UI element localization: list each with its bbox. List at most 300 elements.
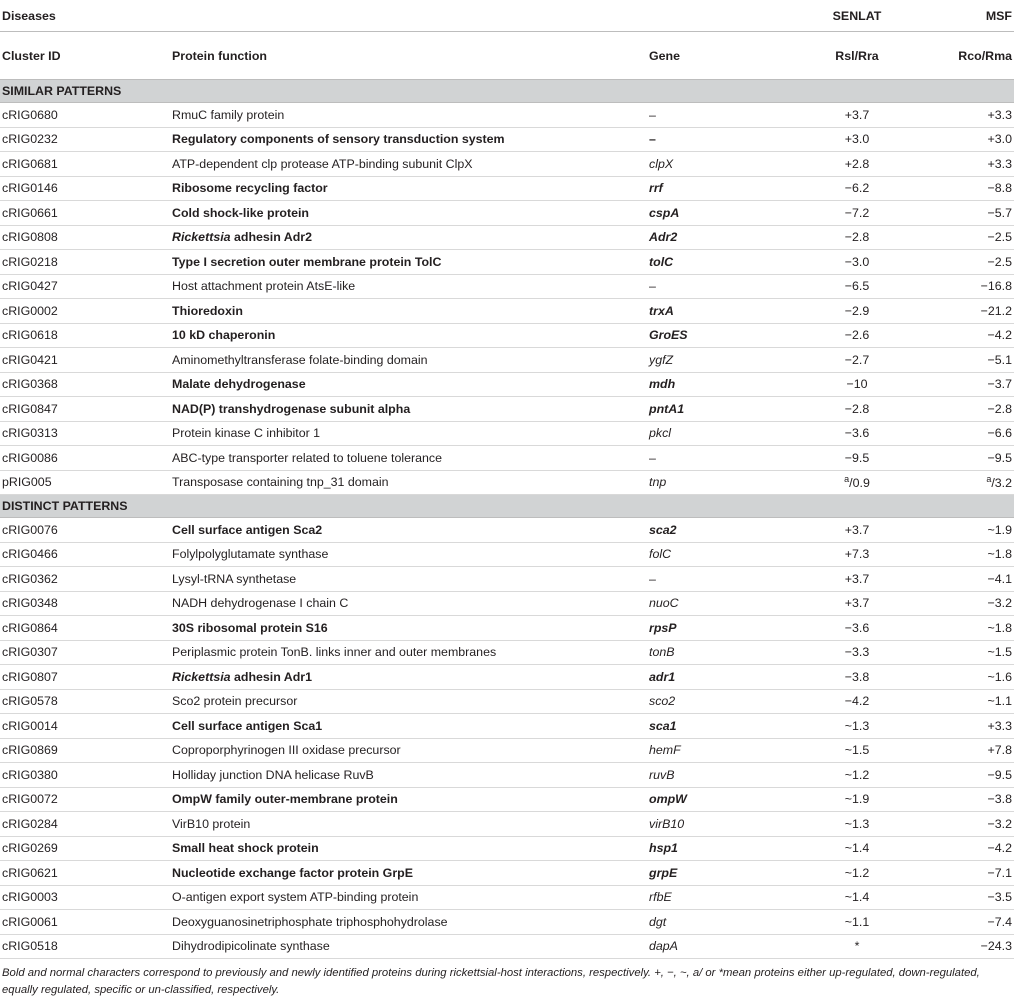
- protein-function-cell: [170, 738, 647, 763]
- cluster-id-header: Cluster ID: [0, 32, 170, 80]
- senlat-value: −3.0: [844, 254, 870, 269]
- table-row: [0, 348, 1014, 373]
- msf-value-cell: [932, 910, 1014, 935]
- protein-function-text: NADH dehydrogenase I chain C: [172, 596, 349, 611]
- protein-function-cell: [170, 665, 647, 690]
- protein-function-cell: [170, 274, 647, 299]
- table-row: [0, 640, 1014, 665]
- protein-function-text: Folylpolyglutamate synthase: [172, 547, 329, 562]
- msf-value-cell: [932, 250, 1014, 275]
- cluster-id-cell: cRIG0269: [0, 836, 170, 861]
- msf-value-cell: [932, 689, 1014, 714]
- protein-function-text: 30S ribosomal protein S16: [172, 620, 328, 635]
- gene-cell: hemF: [647, 738, 782, 763]
- senlat-value-cell: [782, 274, 932, 299]
- msf-value: −4.2: [987, 328, 1012, 343]
- senlat-value: ~1.1: [844, 914, 870, 929]
- cluster-id-cell: cRIG0518: [0, 934, 170, 959]
- senlat-value-cell: [782, 348, 932, 373]
- senlat-value-cell: [782, 518, 932, 543]
- gene-cell: ruvB: [647, 763, 782, 788]
- senlat-value: +2.8: [844, 156, 870, 171]
- cluster-id-cell: cRIG0313: [0, 421, 170, 446]
- msf-value: −5.1: [987, 352, 1012, 367]
- senlat-value-cell: [782, 714, 932, 739]
- msf-value-cell: [932, 274, 1014, 299]
- protein-function-text: Regulatory components of sensory transduction system: [172, 132, 505, 147]
- protein-function-text: NAD(P) transhydrogenase subunit alpha: [172, 401, 411, 416]
- cluster-id-cell: cRIG0427: [0, 274, 170, 299]
- msf-value-cell: [932, 616, 1014, 641]
- header-row-diseases: [0, 0, 1014, 32]
- senlat-value-cell: [782, 201, 932, 226]
- protein-function-cell: [170, 836, 647, 861]
- protein-function-text: Aminomethyltransferase folate-binding domain: [172, 352, 428, 367]
- table-row: [0, 934, 1014, 959]
- senlat-value-cell: [782, 542, 932, 567]
- gene-cell: pkcl: [647, 421, 782, 446]
- protein-function-text: VirB10 protein: [172, 816, 251, 831]
- senlat-value: +3.7: [844, 522, 870, 537]
- senlat-value: ~1.4: [844, 841, 870, 856]
- msf-value: +3.3: [987, 718, 1012, 733]
- gene-header: Gene: [647, 32, 782, 80]
- section-header: [0, 495, 1014, 518]
- msf-value: −4.2: [987, 841, 1012, 856]
- msf-value-cell: [932, 299, 1014, 324]
- genus-name: Rickettsia: [172, 230, 231, 245]
- msf-value-cell: [932, 885, 1014, 910]
- senlat-value-cell: [782, 127, 932, 152]
- protein-function-cell: [170, 542, 647, 567]
- cluster-id-cell: cRIG0307: [0, 640, 170, 665]
- senlat-value-cell: [782, 763, 932, 788]
- gene-cell: sca2: [647, 518, 782, 543]
- protein-function-text: 10 kD chaperonin: [172, 328, 276, 343]
- protein-function-text: Type I secretion outer membrane protein TolC: [172, 254, 442, 269]
- protein-function-cell: [170, 446, 647, 471]
- senlat-value: −2.6: [844, 328, 870, 343]
- cluster-id-cell: cRIG0368: [0, 372, 170, 397]
- msf-value-cell: [932, 640, 1014, 665]
- protein-function-cell: [170, 299, 647, 324]
- protein-function-text: Deoxyguanosinetriphosphate triphosphohydrolase: [172, 914, 448, 929]
- gene-cell: dgt: [647, 910, 782, 935]
- table-row: [0, 689, 1014, 714]
- msf-value: −5.7: [987, 205, 1012, 220]
- gene-cell: tnp: [647, 470, 782, 495]
- senlat-value: −9.5: [844, 450, 870, 465]
- table-row: [0, 714, 1014, 739]
- gene-cell: –: [647, 274, 782, 299]
- msf-value: +3.0: [987, 132, 1012, 147]
- senlat-value: −3.6: [844, 426, 870, 441]
- table-row: [0, 470, 1014, 495]
- senlat-value-cell: [782, 225, 932, 250]
- protein-function-text: Lysyl-tRNA synthetase: [172, 571, 297, 586]
- gene-cell: hsp1: [647, 836, 782, 861]
- senlat-value-cell: [782, 812, 932, 837]
- msf-value: −2.5: [987, 254, 1012, 269]
- msf-value: −16.8: [980, 279, 1012, 294]
- msf-value-cell: [932, 763, 1014, 788]
- table-row: [0, 201, 1014, 226]
- msf-value-cell: [932, 665, 1014, 690]
- msf-value: −3.5: [987, 890, 1012, 905]
- senlat-value: −6.2: [844, 181, 870, 196]
- msf-value: −2.8: [987, 401, 1012, 416]
- msf-value-cell: [932, 542, 1014, 567]
- protein-function-cell: [170, 616, 647, 641]
- msf-value: −21.2: [980, 303, 1012, 318]
- protein-function-cell: [170, 934, 647, 959]
- msf-value: −3.8: [987, 792, 1012, 807]
- cluster-id-cell: cRIG0869: [0, 738, 170, 763]
- section-title: DISTINCT PATTERNS: [0, 495, 1014, 518]
- senlat-value-cell: [782, 591, 932, 616]
- msf-value: −3.7: [987, 377, 1012, 392]
- msf-value-cell: [932, 348, 1014, 373]
- cluster-id-cell: cRIG0680: [0, 103, 170, 128]
- protein-function-cell: [170, 714, 647, 739]
- gene-cell: tonB: [647, 640, 782, 665]
- rco-rma-header: Rco/Rma: [932, 32, 1014, 80]
- protein-function-text: Host attachment protein AtsE-like: [172, 279, 356, 294]
- senlat-value-cell: [782, 152, 932, 177]
- msf-value-cell: [932, 421, 1014, 446]
- msf-value-cell: [932, 127, 1014, 152]
- protein-function-cell: [170, 323, 647, 348]
- msf-value-cell: [932, 787, 1014, 812]
- table-row: [0, 885, 1014, 910]
- senlat-value: −3.6: [844, 620, 870, 635]
- section-title: SIMILAR PATTERNS: [0, 80, 1014, 103]
- footnote-marker: a: [844, 474, 850, 485]
- gene-cell: cspA: [647, 201, 782, 226]
- senlat-value-cell: [782, 738, 932, 763]
- protein-function-cell: [170, 372, 647, 397]
- table-row: [0, 787, 1014, 812]
- msf-value-cell: [932, 836, 1014, 861]
- gene-cell: rpsP: [647, 616, 782, 641]
- senlat-value: ~1.4: [844, 890, 870, 905]
- protein-function-text: Coproporphyrinogen III oxidase precursor: [172, 743, 401, 758]
- table-row: [0, 225, 1014, 250]
- table-body: [0, 80, 1014, 959]
- protein-function-text: Sco2 protein precursor: [172, 694, 298, 709]
- cluster-id-cell: cRIG0807: [0, 665, 170, 690]
- senlat-value-cell: [782, 103, 932, 128]
- protein-function-cell: [170, 763, 647, 788]
- protein-function-text: Thioredoxin: [172, 303, 243, 318]
- msf-value-cell: [932, 812, 1014, 837]
- msf-value-cell: [932, 372, 1014, 397]
- senlat-value: ~1.2: [844, 767, 870, 782]
- gene-cell: tolC: [647, 250, 782, 275]
- senlat-value-cell: [782, 470, 932, 495]
- senlat-value-cell: [782, 299, 932, 324]
- protein-function-text: Ribosome recycling factor: [172, 181, 328, 196]
- header-row-columns: [0, 32, 1014, 80]
- cluster-id-cell: cRIG0003: [0, 885, 170, 910]
- gene-cell: dapA: [647, 934, 782, 959]
- senlat-value-cell: [782, 934, 932, 959]
- gene-cell: rrf: [647, 176, 782, 201]
- table-row: [0, 861, 1014, 886]
- protein-function-cell: [170, 812, 647, 837]
- protein-function-text: Nucleotide exchange factor protein GrpE: [172, 865, 413, 880]
- protein-function-text: Cell surface antigen Sca1: [172, 718, 323, 733]
- footnote-text: Bold and normal characters correspond to previously and newly identified proteins during rickettsial-host interactions, respectively. +, −, ~, a/ or *mean proteins either up-regulated, down-regulated, equally regulated, specific or un-classified, respectively.: [2, 967, 980, 996]
- senlat-value-cell: [782, 665, 932, 690]
- cluster-id-cell: cRIG0362: [0, 567, 170, 592]
- senlat-value-cell: [782, 372, 932, 397]
- table-footnote: [0, 959, 1014, 999]
- cluster-id-cell: cRIG0578: [0, 689, 170, 714]
- protein-function-text: Protein kinase C inhibitor 1: [172, 426, 321, 441]
- gene-cell: nuoC: [647, 591, 782, 616]
- gene-cell: folC: [647, 542, 782, 567]
- protein-function-text: O-antigen export system ATP-binding protein: [172, 890, 419, 905]
- cluster-id-cell: cRIG0618: [0, 323, 170, 348]
- senlat-value-cell: [782, 567, 932, 592]
- msf-value: +3.3: [987, 107, 1012, 122]
- senlat-value-cell: [782, 421, 932, 446]
- msf-value: −9.5: [987, 450, 1012, 465]
- msf-value-cell: [932, 591, 1014, 616]
- senlat-value: +3.7: [844, 596, 870, 611]
- protein-function-cell: [170, 910, 647, 935]
- msf-value-cell: [932, 176, 1014, 201]
- msf-value: −6.6: [987, 426, 1012, 441]
- cluster-id-cell: pRIG005: [0, 470, 170, 495]
- senlat-value: +3.7: [844, 107, 870, 122]
- table-row: [0, 152, 1014, 177]
- cluster-id-cell: cRIG0466: [0, 542, 170, 567]
- protein-function-text: OmpW family outer-membrane protein: [172, 792, 398, 807]
- table-row: [0, 567, 1014, 592]
- gene-cell: sca1: [647, 714, 782, 739]
- table-row: [0, 763, 1014, 788]
- protein-function-cell: [170, 861, 647, 886]
- senlat-value-cell: [782, 640, 932, 665]
- protein-function-text: adhesin Adr1: [230, 669, 313, 684]
- rsl-rra-header: Rsl/Rra: [782, 32, 932, 80]
- gene-cell: sco2: [647, 689, 782, 714]
- senlat-value: −3.8: [844, 669, 870, 684]
- msf-value-cell: [932, 201, 1014, 226]
- msf-value: ~1.8: [987, 620, 1012, 635]
- senlat-value: −2.8: [844, 401, 870, 416]
- protein-function-text: RmuC family protein: [172, 107, 285, 122]
- senlat-value: /0.9: [849, 476, 870, 491]
- protein-function-text: Holliday junction DNA helicase RuvB: [172, 767, 374, 782]
- senlat-value: −7.2: [844, 205, 870, 220]
- table-row: [0, 518, 1014, 543]
- msf-value: −3.2: [987, 596, 1012, 611]
- senlat-value-cell: [782, 176, 932, 201]
- senlat-value-cell: [782, 323, 932, 348]
- protein-function-cell: [170, 250, 647, 275]
- table-row: [0, 591, 1014, 616]
- protein-function-cell: [170, 421, 647, 446]
- protein-function-cell: [170, 201, 647, 226]
- cluster-id-cell: cRIG0864: [0, 616, 170, 641]
- cluster-id-cell: cRIG0146: [0, 176, 170, 201]
- senlat-value-cell: [782, 836, 932, 861]
- msf-value: ~1.9: [987, 522, 1012, 537]
- senlat-value-cell: [782, 616, 932, 641]
- section-header: [0, 80, 1014, 103]
- senlat-value: −2.8: [844, 230, 870, 245]
- msf-value: ~1.8: [987, 547, 1012, 562]
- msf-value: −7.1: [987, 865, 1012, 880]
- senlat-value: −2.9: [844, 303, 870, 318]
- gene-cell: –: [647, 446, 782, 471]
- gene-cell: ompW: [647, 787, 782, 812]
- table-row: [0, 421, 1014, 446]
- senlat-value: *: [854, 939, 860, 954]
- senlat-value: +3.7: [844, 571, 870, 586]
- senlat-value-cell: [782, 885, 932, 910]
- cluster-id-cell: cRIG0380: [0, 763, 170, 788]
- gene-cell: –: [647, 567, 782, 592]
- cluster-id-cell: cRIG0808: [0, 225, 170, 250]
- senlat-value: −3.3: [844, 645, 870, 660]
- cluster-id-cell: cRIG0284: [0, 812, 170, 837]
- senlat-header: SENLAT: [782, 0, 932, 32]
- gene-cell: trxA: [647, 299, 782, 324]
- senlat-value-cell: [782, 689, 932, 714]
- diseases-label: Diseases: [0, 0, 170, 32]
- cluster-id-cell: cRIG0681: [0, 152, 170, 177]
- table-row: [0, 299, 1014, 324]
- msf-value-cell: [932, 934, 1014, 959]
- gene-cell: –: [647, 127, 782, 152]
- table-row: [0, 616, 1014, 641]
- msf-value: −9.5: [987, 767, 1012, 782]
- gene-cell: ygfZ: [647, 348, 782, 373]
- protein-function-header: Protein function: [170, 32, 647, 80]
- gene-cell: mdh: [647, 372, 782, 397]
- senlat-value: +7.3: [844, 547, 870, 562]
- gene-cell: GroES: [647, 323, 782, 348]
- gene-cell: Adr2: [647, 225, 782, 250]
- protein-function-cell: [170, 787, 647, 812]
- protein-function-text: Transposase containing tnp_31 domain: [172, 475, 389, 490]
- protein-function-cell: [170, 103, 647, 128]
- senlat-value: +3.0: [844, 132, 870, 147]
- msf-value: /3.2: [991, 476, 1012, 491]
- gene-cell: pntA1: [647, 397, 782, 422]
- msf-value: −24.3: [980, 939, 1012, 954]
- msf-value-cell: [932, 518, 1014, 543]
- msf-value: −2.5: [987, 230, 1012, 245]
- senlat-value: −2.7: [844, 352, 870, 367]
- senlat-value: ~1.3: [844, 816, 870, 831]
- senlat-value: −10: [846, 377, 868, 392]
- msf-value-cell: [932, 470, 1014, 495]
- protein-function-cell: [170, 567, 647, 592]
- msf-value: ~1.5: [987, 645, 1012, 660]
- cluster-id-cell: cRIG0218: [0, 250, 170, 275]
- senlat-value: −4.2: [844, 694, 870, 709]
- table-row: [0, 250, 1014, 275]
- msf-value-cell: [932, 714, 1014, 739]
- protein-function-cell: [170, 176, 647, 201]
- protein-function-cell: [170, 470, 647, 495]
- protein-function-text: Dihydrodipicolinate synthase: [172, 939, 330, 954]
- msf-value: +3.3: [987, 156, 1012, 171]
- table-row: [0, 665, 1014, 690]
- msf-value: −4.1: [987, 571, 1012, 586]
- table-row: [0, 397, 1014, 422]
- senlat-value-cell: [782, 446, 932, 471]
- msf-value-cell: [932, 567, 1014, 592]
- msf-value: ~1.1: [987, 694, 1012, 709]
- senlat-value-cell: [782, 397, 932, 422]
- senlat-value: ~1.2: [844, 865, 870, 880]
- senlat-value: ~1.5: [844, 743, 870, 758]
- msf-value-cell: [932, 152, 1014, 177]
- protein-function-cell: [170, 397, 647, 422]
- senlat-value: −6.5: [844, 279, 870, 294]
- protein-function-text: Cold shock-like protein: [172, 205, 310, 220]
- gene-cell: clpX: [647, 152, 782, 177]
- table-row: [0, 836, 1014, 861]
- protein-function-cell: [170, 640, 647, 665]
- gene-cell: grpE: [647, 861, 782, 886]
- senlat-value: ~1.3: [844, 718, 870, 733]
- cluster-id-cell: cRIG0086: [0, 446, 170, 471]
- msf-value-cell: [932, 103, 1014, 128]
- protein-function-text: ABC-type transporter related to toluene tolerance: [172, 450, 442, 465]
- senlat-value-cell: [782, 861, 932, 886]
- table-row: [0, 274, 1014, 299]
- gene-cell: adr1: [647, 665, 782, 690]
- table-row: [0, 542, 1014, 567]
- gene-cell: rfbE: [647, 885, 782, 910]
- protein-function-text: Cell surface antigen Sca2: [172, 522, 323, 537]
- protein-function-cell: [170, 152, 647, 177]
- cluster-id-cell: cRIG0072: [0, 787, 170, 812]
- protein-function-cell: [170, 127, 647, 152]
- msf-value: −3.2: [987, 816, 1012, 831]
- table-row: [0, 127, 1014, 152]
- msf-value: ~1.6: [987, 669, 1012, 684]
- msf-value-cell: [932, 397, 1014, 422]
- genus-name: Rickettsia: [172, 669, 231, 684]
- protein-function-text: Malate dehydrogenase: [172, 377, 306, 392]
- cluster-id-cell: cRIG0232: [0, 127, 170, 152]
- msf-value-cell: [932, 225, 1014, 250]
- protein-function-text: ATP-dependent clp protease ATP-binding subunit ClpX: [172, 156, 473, 171]
- cluster-id-cell: cRIG0421: [0, 348, 170, 373]
- msf-value: −8.8: [987, 181, 1012, 196]
- table-row: [0, 738, 1014, 763]
- table-row: [0, 372, 1014, 397]
- senlat-value: ~1.9: [844, 792, 870, 807]
- table-row: [0, 812, 1014, 837]
- msf-value-cell: [932, 861, 1014, 886]
- protein-function-cell: [170, 348, 647, 373]
- cluster-id-cell: cRIG0661: [0, 201, 170, 226]
- cluster-id-cell: cRIG0014: [0, 714, 170, 739]
- cluster-id-cell: cRIG0348: [0, 591, 170, 616]
- gene-cell: virB10: [647, 812, 782, 837]
- msf-header: MSF: [932, 0, 1014, 32]
- protein-function-cell: [170, 885, 647, 910]
